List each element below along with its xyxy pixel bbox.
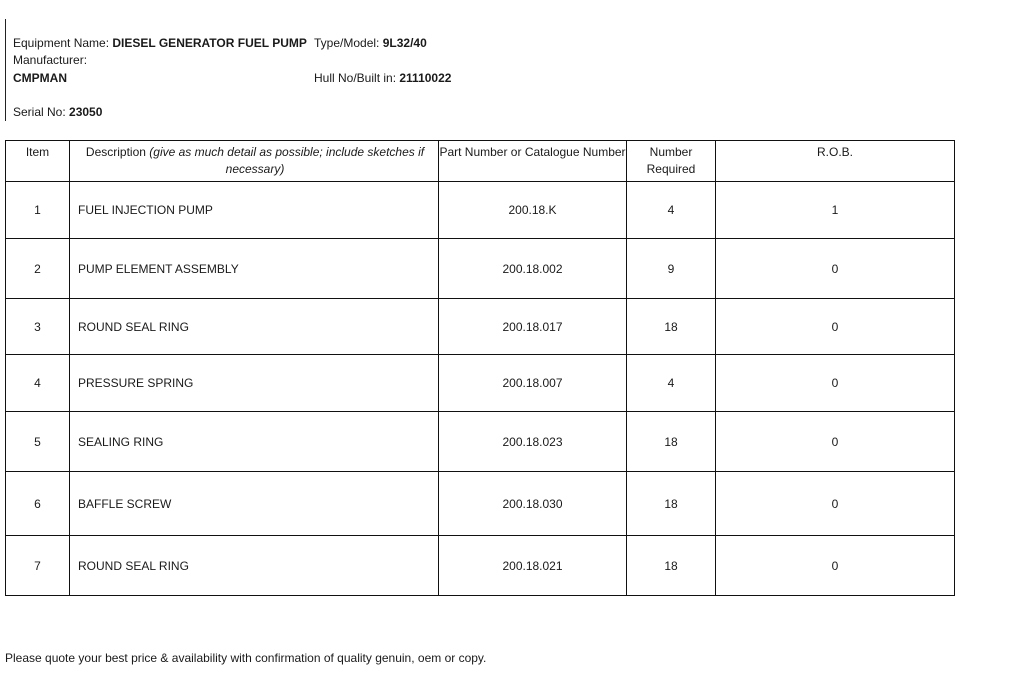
item-number: 1	[6, 182, 70, 239]
rob-value: 0	[716, 239, 955, 299]
table-row	[6, 239, 955, 299]
serial-row	[13, 105, 102, 120]
equipment-value: DIESEL GENERATOR FUEL PUMP	[112, 36, 307, 50]
equipment-header	[13, 36, 533, 126]
hull-built	[314, 71, 451, 86]
table-row	[6, 536, 955, 596]
rob-value: 0	[716, 536, 955, 596]
item-number: 4	[6, 355, 70, 412]
part-number: 200.18.023	[439, 412, 627, 472]
qty-required: 18	[627, 536, 716, 596]
item-number: 3	[6, 299, 70, 355]
table-row	[6, 472, 955, 536]
parts-table	[5, 140, 955, 596]
serial-value: 23050	[69, 105, 103, 119]
item-description: ROUND SEAL RING	[70, 536, 439, 596]
type-model	[314, 36, 427, 51]
item-description: ROUND SEAL RING	[70, 299, 439, 355]
item-description: SEALING RING	[70, 412, 439, 472]
part-number: 200.18.017	[439, 299, 627, 355]
manufacturer-label: Manufacturer:	[13, 53, 88, 67]
part-number: 200.18.030	[439, 472, 627, 536]
rob-value: 0	[716, 355, 955, 412]
table-row	[6, 355, 955, 412]
hull-label: Hull No/Built in:	[314, 71, 397, 85]
item-number: 7	[6, 536, 70, 596]
col-item-header: Item	[6, 141, 70, 182]
margin-rule	[5, 19, 6, 121]
item-description: FUEL INJECTION PUMP	[70, 182, 439, 239]
item-description: BAFFLE SCREW	[70, 472, 439, 536]
manufacturer-row	[13, 71, 452, 86]
item-number: 5	[6, 412, 70, 472]
item-number: 6	[6, 472, 70, 536]
rob-value: 1	[716, 182, 955, 239]
qty-required: 9	[627, 239, 716, 299]
qty-required: 4	[627, 182, 716, 239]
type-value: 9L32/40	[382, 36, 427, 50]
col-description-hint: (give as much detail as possible; include sketches if necessary)	[149, 145, 425, 176]
qty-required: 18	[627, 412, 716, 472]
equipment-label: Equipment Name:	[13, 36, 110, 50]
col-part-header: Part Number or Catalogue Number	[439, 141, 627, 182]
table-row	[6, 412, 955, 472]
qty-required: 18	[627, 299, 716, 355]
table-row	[6, 299, 955, 355]
rob-value: 0	[716, 412, 955, 472]
part-number: 200.18.007	[439, 355, 627, 412]
col-rob-header: R.O.B.	[716, 141, 955, 182]
type-label: Type/Model:	[314, 36, 380, 50]
rob-value: 0	[716, 299, 955, 355]
table-row	[6, 182, 955, 239]
table-header-row	[6, 141, 955, 182]
col-description-title: Description	[85, 145, 146, 159]
equipment-row	[13, 36, 427, 51]
col-description-header	[70, 141, 439, 182]
hull-value: 21110022	[399, 71, 452, 85]
rob-value: 0	[716, 472, 955, 536]
serial-label: Serial No:	[13, 105, 66, 119]
qty-required: 18	[627, 472, 716, 536]
item-description: PRESSURE SPRING	[70, 355, 439, 412]
item-number: 2	[6, 239, 70, 299]
quote-request-note: Please quote your best price & availability with confirmation of quality genuin, oem or copy.	[5, 651, 487, 665]
part-number: 200.18.K	[439, 182, 627, 239]
qty-required: 4	[627, 355, 716, 412]
manufacturer-value: CMPMAN	[13, 71, 67, 85]
item-description: PUMP ELEMENT ASSEMBLY	[70, 239, 439, 299]
part-number: 200.18.002	[439, 239, 627, 299]
part-number: 200.18.021	[439, 536, 627, 596]
col-qty-header: Number Required	[627, 141, 716, 182]
